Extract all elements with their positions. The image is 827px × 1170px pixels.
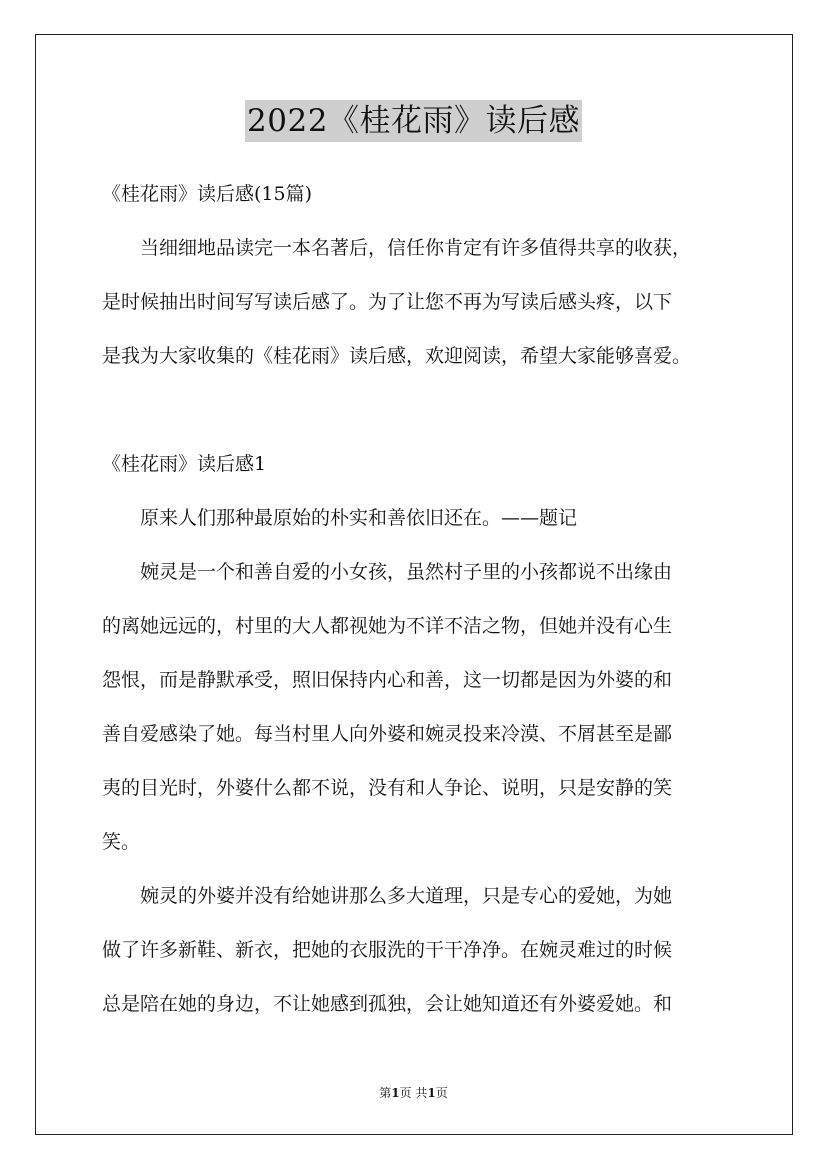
- footer-prefix: 第: [379, 1086, 392, 1100]
- para2-line-2: 做了许多新鞋、新衣，把她的衣服洗的干干净净。在婉灵难过的时候: [102, 939, 673, 961]
- para1-line-3: 怨恨，而是静默承受，照旧保持内心和善，这一切都是因为外婆的和: [102, 669, 673, 691]
- epigraph: 原来人们那种最原始的朴实和善依旧还在。——题记: [140, 507, 578, 529]
- intro-line-2: 是时候抽出时间写写读后感了。为了让您不再为写读后感头疼，以下: [102, 291, 673, 313]
- footer-suffix: 页: [435, 1086, 448, 1100]
- subtitle: 《桂花雨》读后感(15篇): [102, 183, 313, 205]
- section-heading: 《桂花雨》读后感1: [102, 453, 267, 475]
- para1-line-2: 的离她远远的，村里的大人都视她为不详不洁之物，但她并没有心生: [102, 615, 673, 637]
- footer-total-pages: 1: [427, 1086, 436, 1100]
- title-block: [0, 100, 827, 142]
- footer-mid: 页 共: [399, 1086, 428, 1100]
- para1-line-6: 笑。: [102, 831, 141, 853]
- document-title: 2022《桂花雨》读后感: [245, 100, 582, 142]
- intro-line-1: 当细细地品读完一本名著后，信任你肯定有许多值得共享的收获，: [140, 237, 692, 259]
- para2-line-1: 婉灵的外婆并没有给她讲那么多大道理，只是专心的爱她，为她: [140, 885, 673, 907]
- para1-line-5: 夷的目光时，外婆什么都不说，没有和人争论、说明，只是安静的笑: [102, 777, 673, 799]
- para2-line-3: 总是陪在她的身边，不让她感到孤独，会让她知道还有外婆爱她。和: [102, 993, 673, 1015]
- intro-line-3: 是我为大家收集的《桂花雨》读后感，欢迎阅读，希望大家能够喜爱。: [102, 345, 692, 367]
- para1-line-4: 善自爱感染了她。每当村里人向外婆和婉灵投来冷漠、不屑甚至是鄙: [102, 723, 673, 745]
- page-footer: [0, 1084, 827, 1101]
- footer-page-number: 1: [391, 1086, 400, 1100]
- para1-line-1: 婉灵是一个和善自爱的小女孩，虽然村子里的小孩都说不出缘由: [140, 561, 673, 583]
